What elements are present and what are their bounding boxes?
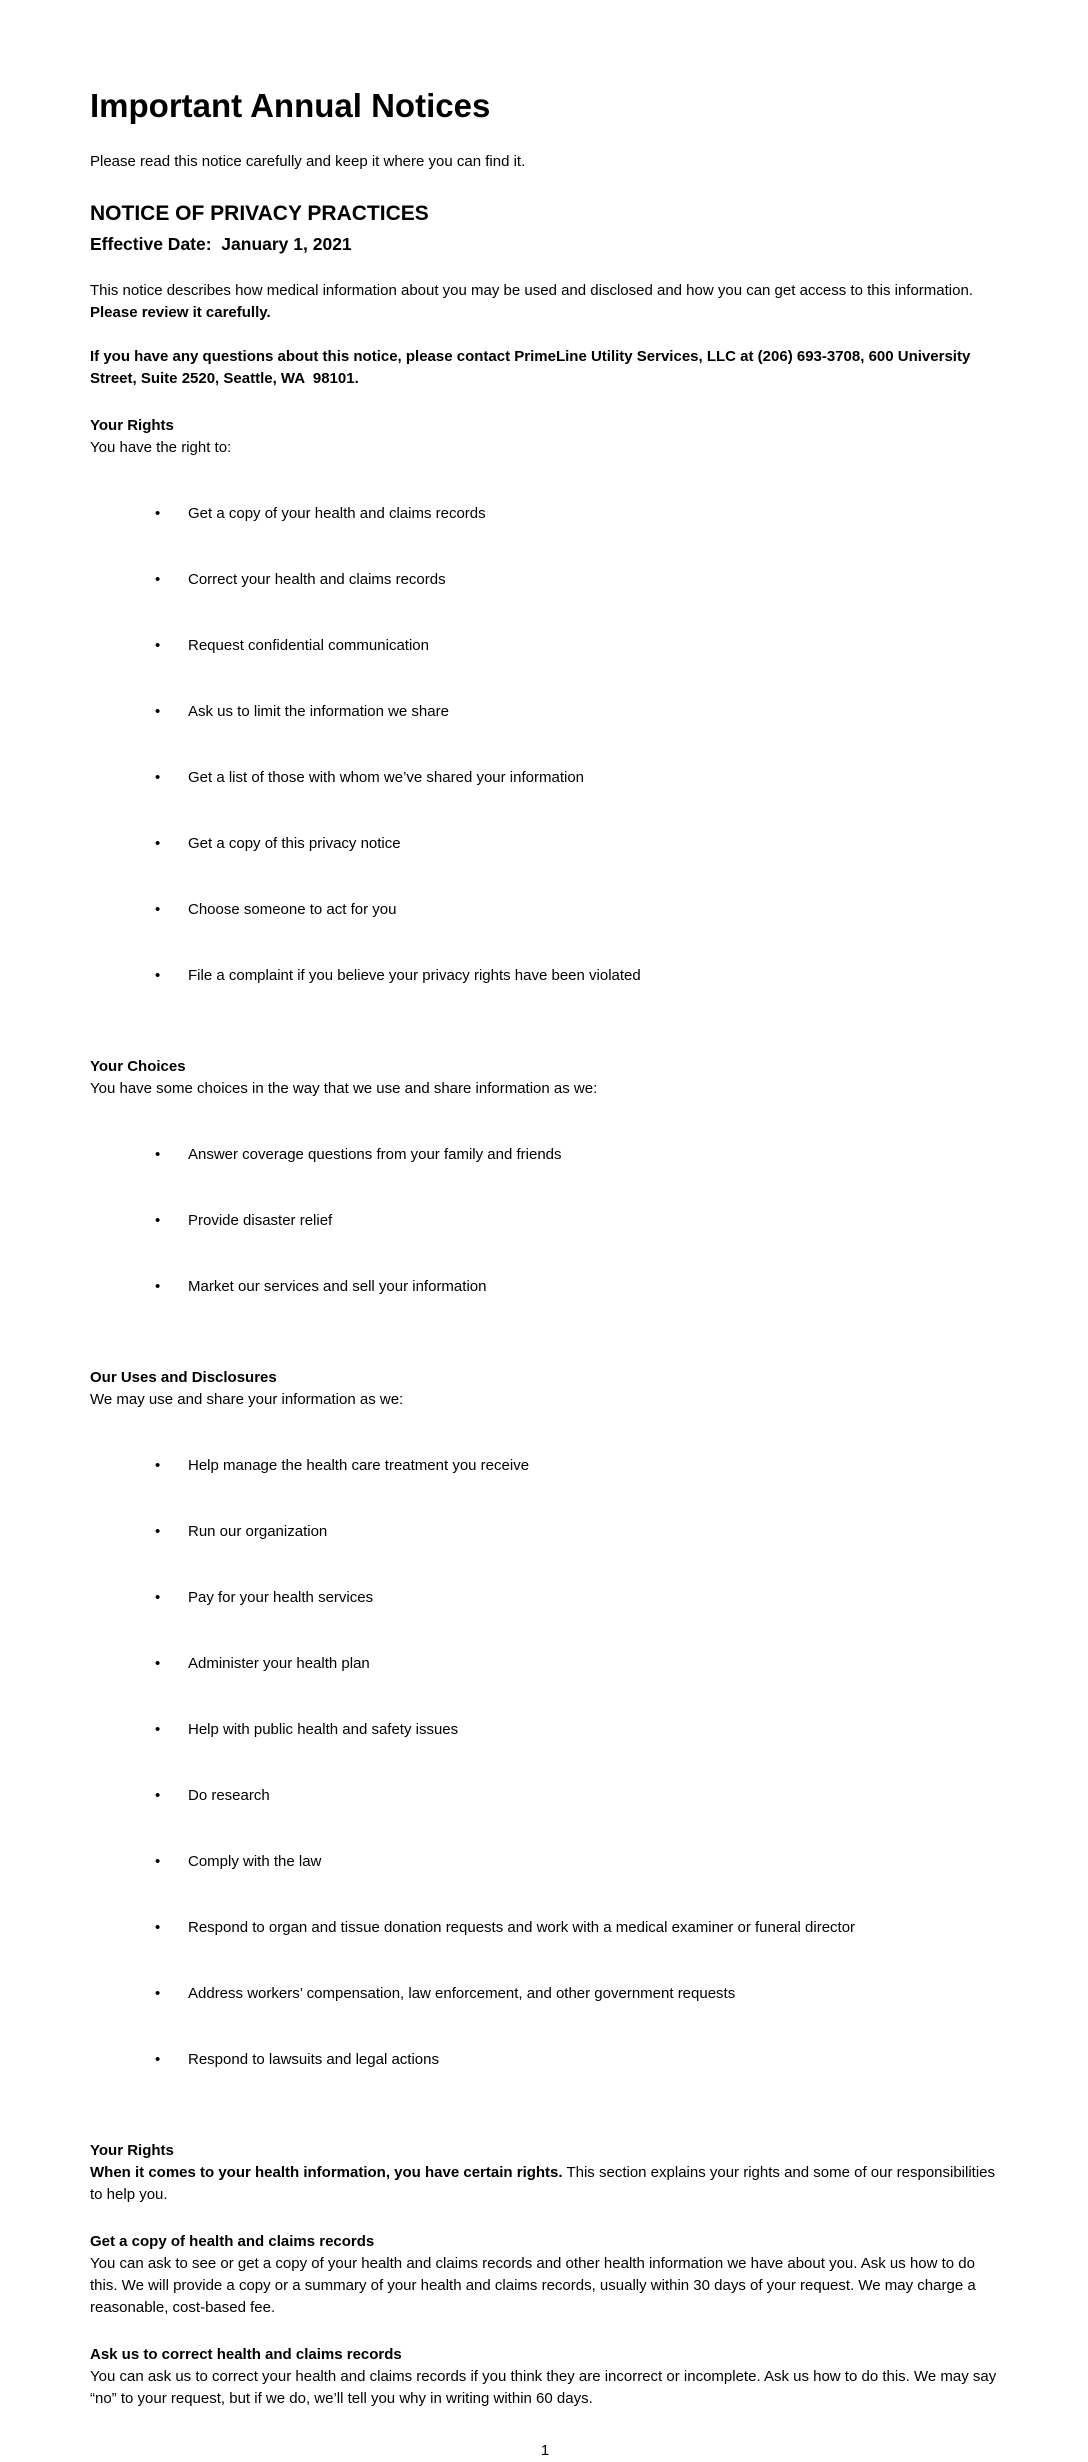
list-item: • Pay for your health services (90, 1587, 1000, 1609)
list-item: • Help manage the health care treatment you receive (90, 1455, 1000, 1477)
your-rights-lead: You have the right to: (90, 439, 232, 456)
list-item: • Correct your health and claims records (90, 569, 1000, 591)
list-item: • Administer your health plan (90, 1653, 1000, 1675)
list-item: • Get a copy of this privacy notice (90, 833, 1000, 855)
list-item: • Respond to lawsuits and legal actions (90, 2049, 1000, 2071)
your-choices-list (90, 1100, 1000, 1342)
get-copy-heading: Get a copy of health and claims records (90, 2233, 375, 2250)
contact-paragraph: If you have any questions about this notice, please contact PrimeLine Utility Services, LLC at (206) 693-3708, 600 University Street, Suite 2520, Seattle, WA 98101. (90, 348, 975, 387)
your-rights-list (90, 459, 1000, 1031)
effective-date-heading: Effective Date: January 1, 2021 (90, 234, 352, 254)
uses-disclosures-list (90, 1411, 1000, 2115)
list-item: • Ask us to limit the information we share (90, 701, 1000, 723)
your-rights-detail-heading: Your Rights (90, 2142, 174, 2159)
list-item: • Comply with the law (90, 1851, 1000, 1873)
intro-text: Please read this notice carefully and keep it where you can find it. (90, 153, 526, 170)
list-item: • Get a list of those with whom we’ve shared your information (90, 767, 1000, 789)
privacy-practices-heading: NOTICE OF PRIVACY PRACTICES (90, 202, 429, 225)
your-rights-detail-rest-text: This section explains your rights and some of our responsibilities to help you. (90, 2164, 1000, 2203)
your-rights-detail-paragraph (90, 2162, 1000, 2206)
list-item: • Respond to organ and tissue donation requests and work with a medical examiner or funeral director (90, 1917, 1000, 1939)
description-bold-text: Please review it carefully. (90, 304, 271, 321)
description-normal-text: This notice describes how medical information about you may be used and disclosed and how you can get access to this information. (90, 282, 978, 299)
list-item: • Address workers’ compensation, law enforcement, and other government requests (90, 1983, 1000, 2005)
ask-correct-heading: Ask us to correct health and claims records (90, 2346, 402, 2363)
ask-correct-paragraph: You can ask us to correct your health and claims records if you think they are incorrect or incomplete. Ask us how to do this. We may say “no” to your request, but if we do, we’ll tell you why in writing within 60 days. (90, 2368, 1001, 2407)
list-item: • Do research (90, 1785, 1000, 1807)
get-copy-paragraph: You can ask to see or get a copy of your health and claims records and other health information we have about you. Ask us how to do this. We will provide a copy or a summary of your health and claims records, usually within 30 days of your request. We may charge a reasonable, cost-based fee. (90, 2255, 980, 2316)
list-item: • Get a copy of your health and claims records (90, 503, 1000, 525)
your-choices-lead: You have some choices in the way that we use and share information as we: (90, 1080, 598, 1097)
your-rights-detail-bold-text: When it comes to your health information, you have certain rights. (90, 2164, 563, 2181)
page-number: 1 (540, 2442, 550, 2459)
your-rights-heading: Your Rights (90, 417, 174, 434)
uses-disclosures-heading: Our Uses and Disclosures (90, 1369, 277, 1386)
list-item: • Request confidential communication (90, 635, 1000, 657)
your-choices-heading: Your Choices (90, 1058, 186, 1075)
uses-disclosures-lead: We may use and share your information as we: (90, 1391, 404, 1408)
list-item: • Run our organization (90, 1521, 1000, 1543)
list-item: • Provide disaster relief (90, 1210, 1000, 1232)
list-item: • Answer coverage questions from your family and friends (90, 1144, 1000, 1166)
list-item: • Choose someone to act for you (90, 899, 1000, 921)
list-item: • Market our services and sell your information (90, 1276, 1000, 1298)
list-item: • File a complaint if you believe your privacy rights have been violated (90, 965, 1000, 987)
document-title: Important Annual Notices (90, 87, 491, 124)
list-item: • Help with public health and safety issues (90, 1719, 1000, 1741)
description-paragraph (90, 280, 1000, 324)
